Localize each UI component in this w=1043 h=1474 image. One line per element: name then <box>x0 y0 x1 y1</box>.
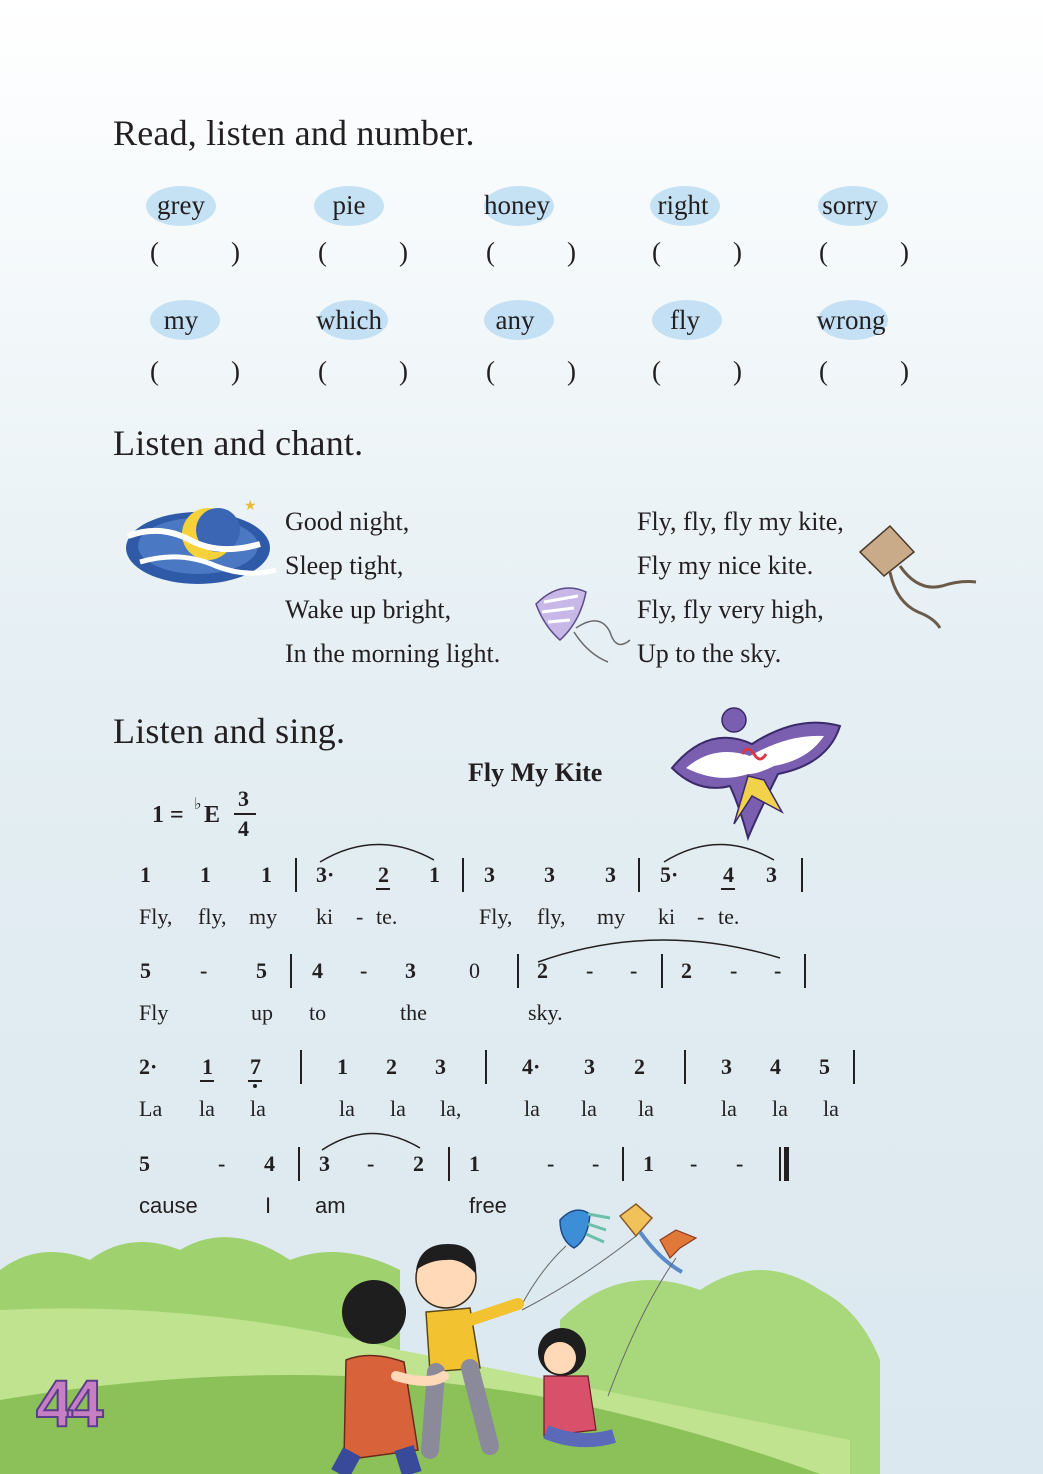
lyric: ki <box>316 904 334 929</box>
note: 1 <box>337 1054 348 1079</box>
lyric: Fly <box>139 1000 169 1025</box>
note-underline <box>721 888 735 890</box>
time-sig-top: 3 <box>238 786 249 811</box>
note-dash: - <box>592 1151 600 1176</box>
flat-sign: ♭ <box>194 796 202 813</box>
lyric: up <box>251 1000 273 1025</box>
word-pie: pie <box>332 190 366 220</box>
lyric: my <box>597 904 626 929</box>
note: 1 <box>429 862 440 887</box>
note: 3 <box>435 1054 446 1079</box>
final-bar-thick <box>784 1147 789 1181</box>
lyric: la <box>823 1096 839 1121</box>
lyric: free <box>469 1193 507 1218</box>
note: 1 <box>200 862 211 887</box>
note: 1 <box>643 1151 654 1176</box>
note-underline <box>376 888 390 890</box>
bar-line <box>684 1050 686 1084</box>
answer-blank[interactable]: ( ) <box>819 356 909 386</box>
word-fly: fly <box>670 305 700 335</box>
note: 5 <box>139 1151 150 1176</box>
note-dash: - <box>736 1151 744 1176</box>
note: 3 <box>584 1054 595 1079</box>
note-dash: - <box>218 1151 226 1176</box>
key-prefix: 1 = <box>152 802 184 828</box>
note-dash: - <box>690 1151 698 1176</box>
lyric: my <box>249 904 278 929</box>
chant-line: Fly, fly very high, <box>637 595 824 624</box>
note: 4 <box>312 958 323 983</box>
word-honey: honey <box>484 190 550 220</box>
note: 3 <box>405 958 416 983</box>
bar-line <box>853 1050 855 1084</box>
word-wrong: wrong <box>816 305 886 335</box>
word-my: my <box>163 305 199 335</box>
answer-blank[interactable]: ( ) <box>486 356 576 386</box>
box-kite-illustration <box>856 522 980 630</box>
lyric: Fly, <box>139 904 173 929</box>
slur <box>318 838 438 864</box>
bar-line <box>448 1147 450 1181</box>
answer-blank[interactable]: ( ) <box>318 356 408 386</box>
answer-blank[interactable]: ( ) <box>150 356 240 386</box>
slur <box>662 838 778 864</box>
lyric: te. <box>718 904 740 929</box>
word-right: right <box>657 190 709 220</box>
note: 2 <box>537 958 548 983</box>
bar-line <box>462 858 464 892</box>
lyric: la <box>524 1096 540 1121</box>
bar-line <box>298 1147 300 1181</box>
bar-line <box>801 858 803 892</box>
lyric: la <box>390 1096 406 1121</box>
song-title: Fly My Kite <box>468 758 603 787</box>
note-dash: - <box>367 1151 375 1176</box>
note: 4 <box>723 862 734 887</box>
note: 7 <box>250 1054 261 1079</box>
note: 2 <box>378 862 389 887</box>
bar-line <box>290 954 292 988</box>
chant-line: In the morning light. <box>285 639 501 668</box>
word-which: which <box>316 305 382 335</box>
bird-kite-illustration <box>668 704 848 844</box>
note-dash: - <box>200 958 208 983</box>
lyric: La <box>139 1096 163 1121</box>
note: 5 <box>140 958 151 983</box>
final-bar-thin <box>779 1147 781 1181</box>
lyric: fly, <box>198 904 227 929</box>
lyric: - <box>356 904 364 929</box>
chant-line: Up to the sky. <box>637 639 782 668</box>
children-flying-kites-illustration <box>0 1200 1043 1474</box>
note: 1 <box>202 1054 213 1079</box>
chant-line: Sleep tight, <box>285 551 404 580</box>
lyric: la <box>581 1096 597 1121</box>
note: 4 <box>264 1151 275 1176</box>
answer-blank[interactable]: ( ) <box>819 237 909 267</box>
note: 1 <box>469 1151 480 1176</box>
answer-blank[interactable]: ( ) <box>150 237 240 267</box>
chant-left-verse <box>285 500 500 676</box>
bar-line <box>622 1147 624 1181</box>
page-number: 44 <box>36 1366 98 1440</box>
note: 3 <box>544 862 555 887</box>
svg-text:★: ★ <box>244 499 257 514</box>
lyric: - <box>697 904 705 929</box>
bar-line <box>804 954 806 988</box>
lyric: la <box>772 1096 788 1121</box>
chant-line: Fly, fly, fly my kite, <box>637 507 844 536</box>
note: 2· <box>139 1054 158 1079</box>
answer-blank[interactable]: ( ) <box>486 237 576 267</box>
bar-line <box>638 858 640 892</box>
heading-read-listen-number: Read, listen and number. <box>113 113 475 153</box>
bar-line <box>300 1050 302 1084</box>
note: 5 <box>256 958 267 983</box>
lyric: Fly, <box>479 904 513 929</box>
chant-line: Good night, <box>285 507 410 536</box>
lyric: to <box>309 1000 327 1025</box>
note: 2 <box>386 1054 397 1079</box>
slur <box>536 934 784 964</box>
lyric: ki <box>658 904 676 929</box>
answer-blank[interactable]: ( ) <box>652 356 742 386</box>
note: 5· <box>660 862 679 887</box>
lyric: am <box>315 1193 346 1218</box>
note: 1 <box>140 862 151 887</box>
note: 4· <box>522 1054 541 1079</box>
note-dash: - <box>360 958 368 983</box>
note: 2 <box>681 958 692 983</box>
note: 3 <box>605 862 616 887</box>
key-note: E <box>204 802 221 828</box>
note-underline <box>248 1080 262 1082</box>
lyric: te. <box>376 904 398 929</box>
note: 4 <box>770 1054 781 1079</box>
lyric: la, <box>440 1096 462 1121</box>
lyric: sky. <box>528 1000 563 1025</box>
chant-right-verse <box>637 500 844 676</box>
chant-line: Wake up bright, <box>285 595 452 624</box>
bar-line <box>517 954 519 988</box>
lyric: I <box>265 1193 272 1218</box>
lyric: la <box>339 1096 355 1121</box>
bar-line <box>485 1050 487 1084</box>
note: 2 <box>413 1151 424 1176</box>
lyric: la <box>250 1096 266 1121</box>
lyric: cause <box>139 1193 198 1218</box>
note: 2 <box>634 1054 645 1079</box>
note-underline <box>200 1080 214 1082</box>
note-rest: 0 <box>469 958 480 983</box>
lyric: la <box>721 1096 737 1121</box>
note: 3 <box>484 862 495 887</box>
lyric: the <box>400 1000 427 1025</box>
note-dash: - <box>774 958 782 983</box>
word-any: any <box>495 305 535 335</box>
note-dash: - <box>547 1151 555 1176</box>
note: 3 <box>319 1151 330 1176</box>
note: 3· <box>316 862 335 887</box>
time-sig-bottom: 4 <box>238 816 249 841</box>
moon-cloud-illustration <box>120 496 280 592</box>
note: 3 <box>721 1054 732 1079</box>
word-sorry: sorry <box>822 190 878 220</box>
word-grey: grey <box>157 190 205 220</box>
time-sig-line <box>234 813 256 815</box>
answer-blank[interactable]: ( ) <box>318 237 408 267</box>
note-dash: - <box>586 958 594 983</box>
striped-kite-illustration <box>530 582 636 668</box>
heading-listen-chant: Listen and chant. <box>113 423 364 463</box>
lyric: la <box>638 1096 654 1121</box>
heading-listen-sing: Listen and sing. <box>113 711 346 751</box>
note: 5 <box>819 1054 830 1079</box>
note: 3 <box>766 862 777 887</box>
bar-line <box>295 858 297 892</box>
slur <box>320 1128 424 1152</box>
note-dash: - <box>630 958 638 983</box>
lyric: la <box>199 1096 215 1121</box>
chant-line: Fly my nice kite. <box>637 551 814 580</box>
low-octave-dot <box>253 1084 257 1088</box>
answer-blank[interactable]: ( ) <box>652 237 742 267</box>
lyric: fly, <box>537 904 566 929</box>
note-dash: - <box>730 958 738 983</box>
note: 1 <box>261 862 272 887</box>
